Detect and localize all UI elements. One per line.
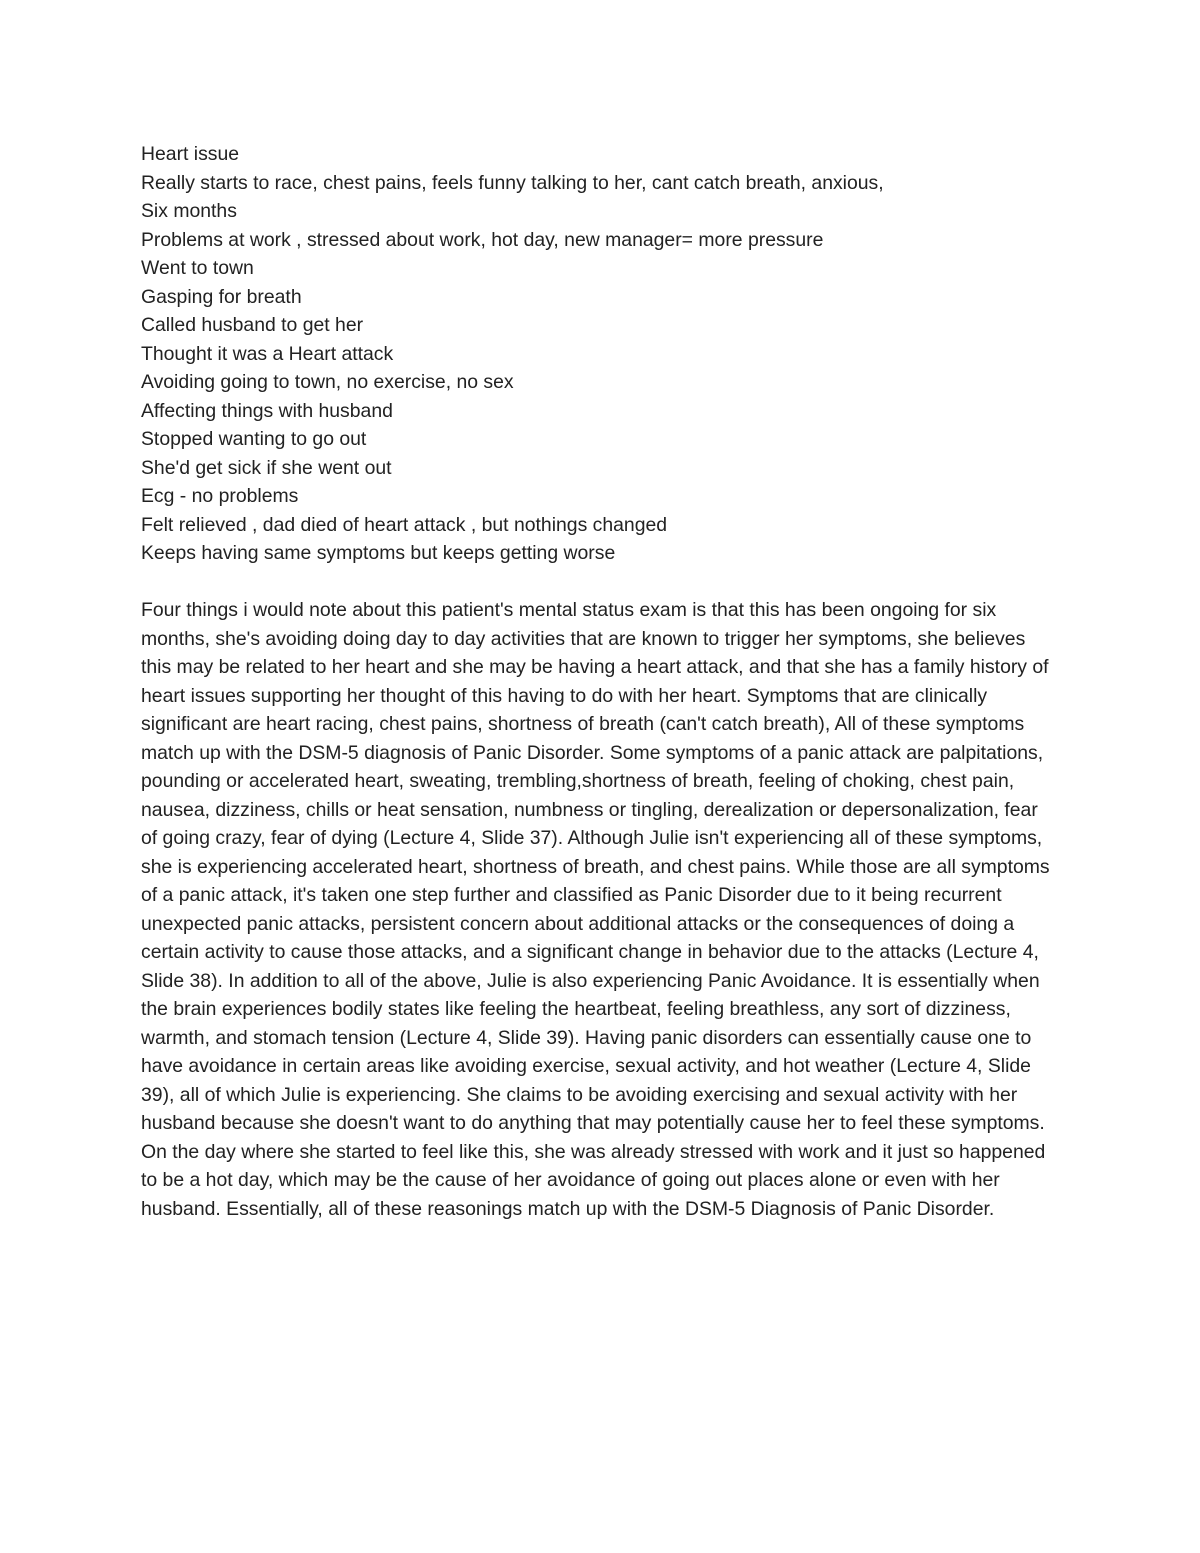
note-line: Heart issue xyxy=(141,143,240,165)
note-line: Six months xyxy=(141,200,237,222)
note-line: Ecg - no problems xyxy=(141,485,299,507)
note-line: Really starts to race, chest pains, feels funny talking to her, cant catch breath, anxious, xyxy=(141,171,884,194)
document-body xyxy=(141,140,1061,1223)
note-line: Keeps having same symptoms but keeps getting worse xyxy=(141,542,616,564)
note-line: Went to town xyxy=(141,257,254,279)
paragraph-spacer xyxy=(141,568,1061,597)
note-line: Problems at work , stressed about work, hot day, new manager= more pressure xyxy=(141,228,824,251)
note-line: Gasping for breath xyxy=(141,285,302,308)
note-line: Called husband to get her xyxy=(141,314,364,336)
note-line: Thought it was a Heart attack xyxy=(141,342,394,365)
note-line: Affecting things with husband xyxy=(141,399,393,422)
note-line: Avoiding going to town, no exercise, no sex xyxy=(141,371,514,393)
analysis-paragraph: Four things i would note about this patient's mental status exam is that this has been ongoing for six months, she's avoiding doing day to day activities that are known to trigger her symptoms, she believes this may be related to her heart and she may be having a heart attack, and that she has a family history of heart issues supporting her thought of this having to do with her heart. Symptoms that are clinically significant are heart racing, chest pains, shortness of breath (can't catch breath), All of these symptoms match up with the DSM-5 diagnosis of Panic Disorder. Some symptoms of a panic attack are palpitations, pounding or accelerated heart, sweating, trembling,shortness of breath, feeling of choking, chest pain, nausea, dizziness, chills or heat sensation, numbness or tingling, derealization or depersonalization, fear of going crazy, fear of dying (Lecture 4, Slide 37). Although Julie isn't experiencing all of these symptoms, she is experiencing accelerated heart, shortness of breath, and chest pains. While those are all symptoms of a panic attack, it's taken one step further and classified as Panic Disorder due to it being recurrent unexpected panic attacks, persistent concern about additional attacks or the consequences of doing a certain activity to cause those attacks, and a significant change in behavior due to the attacks (Lecture 4, Slide 38). In addition to all of the above, Julie is also experiencing Panic Avoidance. It is essentially when the brain experiences bodily states like feeling the heartbeat, feeling breathless, any sort of dizziness, warmth, and stomach tension (Lecture 4, Slide 39). Having panic disorders can essentially cause one to have avoidance in certain areas like avoiding exercise, sexual activity, and hot weather (Lecture 4, Slide 39), all of which Julie is experiencing. She claims to be avoiding exercising and sexual activity with her husband because she doesn't want to do anything that may potentially cause her to feel these symptoms. On the day where she started to feel like this, she was already stressed with work and it just so happened to be a hot day, which may be the cause of her avoidance of going out places alone or even with her husband. Essentially, all of these reasonings match up with the DSM-5 Diagnosis of Panic Disorder. xyxy=(141,599,1050,1220)
notes-list xyxy=(141,140,1061,568)
note-line: Felt relieved , dad died of heart attack , but nothings changed xyxy=(141,513,668,536)
note-line: Stopped wanting to go out xyxy=(141,428,367,450)
note-line: She'd get sick if she went out xyxy=(141,456,392,479)
